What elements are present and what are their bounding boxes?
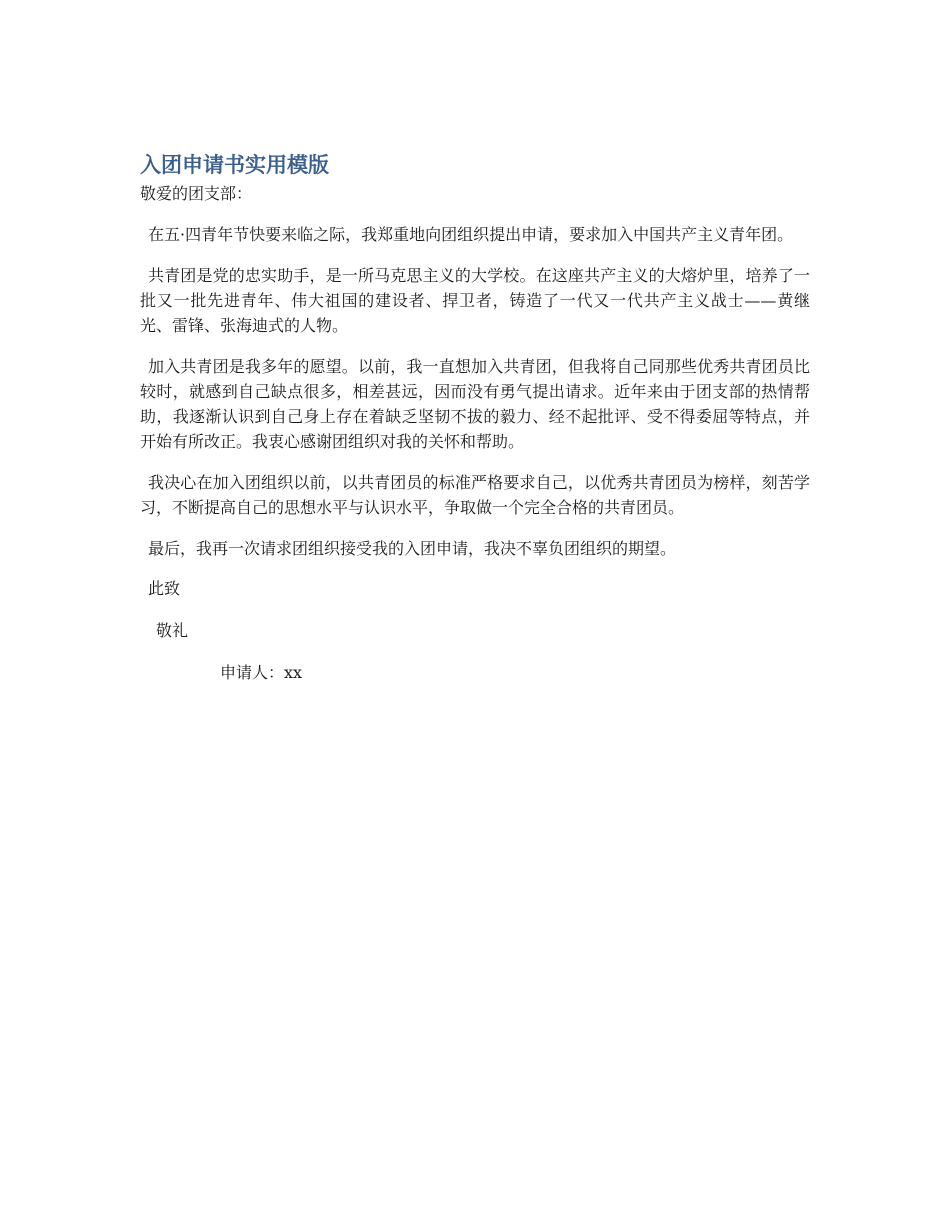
paragraph-resolve: 我决心在加入团组织以前，以共青团员的标准严格要求自己，以优秀共青团员为榜样，刻苦学习，不断提高自己的思想水平与认识水平，争取做一个完全合格的共青团员。 xyxy=(140,473,810,517)
paragraph-league-role: 共青团是党的忠实助手，是一所马克思主义的大学校。在这座共产主义的大熔炉里，培养了一批又一批先进青年、伟大祖国的建设者、捍卫者，铸造了一代又一代共产主义战士——黄继光、雷锋、张海迪式的人物。 xyxy=(140,266,810,335)
salutation: 敬爱的团支部： xyxy=(140,184,253,203)
document-body xyxy=(140,148,810,703)
closing-cizhi: 此致 xyxy=(148,579,181,598)
signature-line: 申请人：xx xyxy=(220,663,303,682)
paragraph-wish: 加入共青团是我多年的愿望。以前，我一直想加入共青团，但我将自己同那些优秀共青团员比较时，就感到自己缺点很多，相差甚远，因而没有勇气提出请求。近年来由于团支部的热情帮助，我逐渐认识到自己身上存在着缺乏坚韧不拔的毅力、经不起批评、受不得委屈等特点，并开始有所改正。我衷心感谢团组织对我的关怀和帮助。 xyxy=(140,357,810,451)
paragraph-intro: 在五·四青年节快要来临之际，我郑重地向团组织提出申请，要求加入中国共产主义青年团。 xyxy=(148,225,794,244)
paragraph-final-request: 最后，我再一次请求团组织接受我的入团申请，我决不辜负团组织的期望。 xyxy=(148,539,677,558)
document-title: 入团申请书实用模版 xyxy=(140,153,329,177)
closing-jingli: 敬礼 xyxy=(156,621,189,640)
